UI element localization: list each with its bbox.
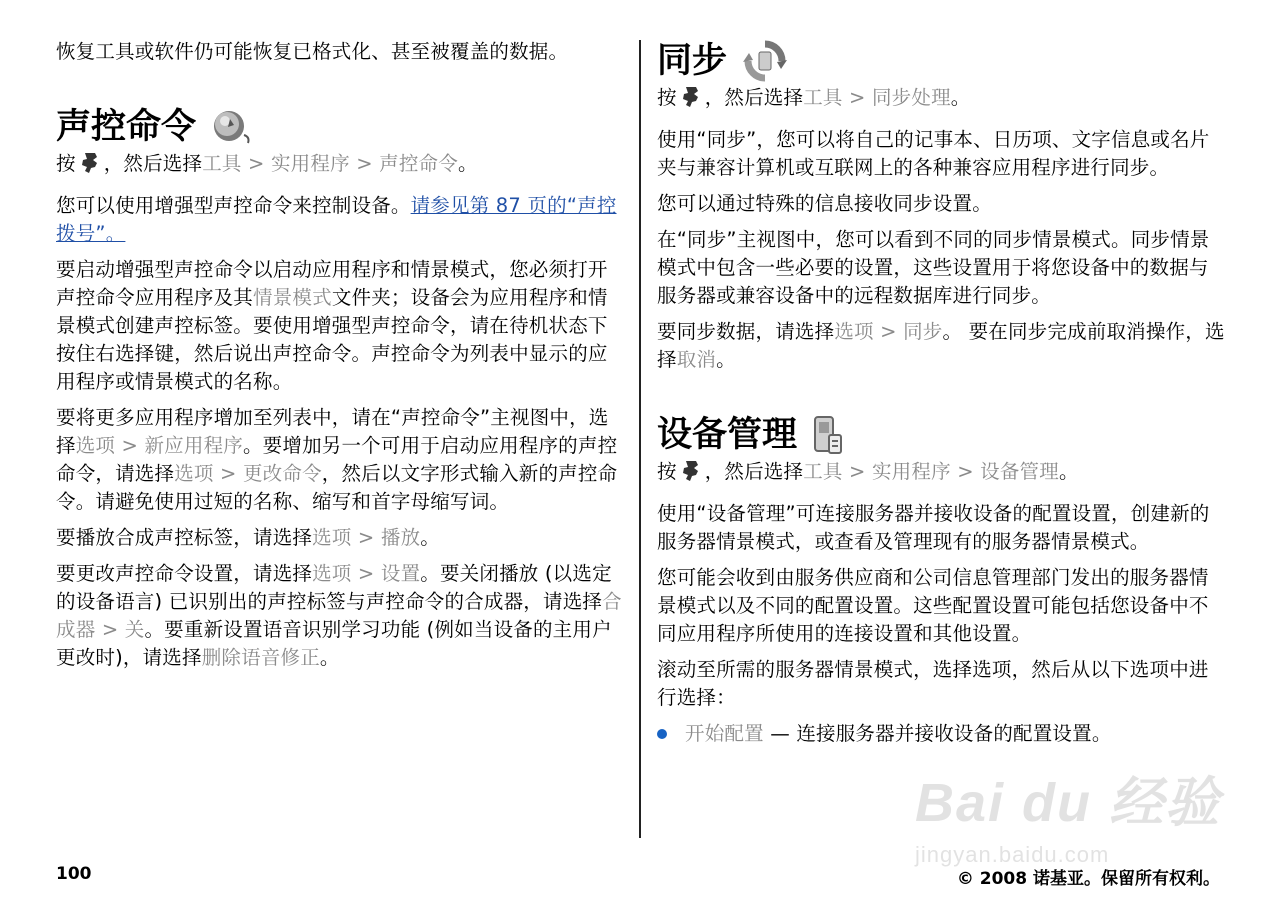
column-divider xyxy=(639,40,641,838)
menu-options: 选项 xyxy=(834,320,874,343)
voice-paragraph-4 xyxy=(56,524,626,552)
menu-remove-voice-adaptations: 删除语音修正 xyxy=(201,646,320,669)
menu-tools: 工具 xyxy=(202,152,242,175)
menu-separator: > xyxy=(357,562,375,585)
baidu-watermark xyxy=(905,760,1235,870)
bullet-start-configuration xyxy=(657,720,1227,748)
menu-separator: > xyxy=(248,152,265,175)
menu-change-command: 更改命令 xyxy=(242,462,322,485)
voice-p5-a: 要更改声控命令设置，请选择 xyxy=(56,562,313,585)
menu-synthesizer: 合成器 xyxy=(56,590,622,641)
voice-dial-link[interactable]: 请参见第 87 页的“声控拨号”。 xyxy=(56,194,617,245)
period: 。 xyxy=(1058,460,1079,483)
voice-command-icon xyxy=(210,107,254,147)
device-paragraph-2: 您可能会收到由服务供应商和公司信息管理部门发出的服务器情景模式以及不同的配置设置。这些配置设置可能包括您设备中不同应用程序所使用的连接设置和其他设置。 xyxy=(657,566,1209,645)
voice-paragraph-3 xyxy=(56,404,626,516)
menu-playback: 播放 xyxy=(380,526,421,549)
menu-separator: > xyxy=(849,86,866,109)
device-manager-title: 设备管理 xyxy=(657,415,798,455)
bullet-description: 连接服务器并接收设备的配置设置。 xyxy=(796,722,1112,745)
sync-paragraph-4 xyxy=(657,318,1227,374)
press-label: 按 xyxy=(657,460,677,483)
voice-commands-heading xyxy=(56,104,626,150)
menu-separator: > xyxy=(356,152,373,175)
menu-separator: > xyxy=(880,320,897,343)
sync-paragraph-3: 在“同步”主视图中，您可以看到不同的同步情景模式。同步情景模式中包含一些必要的设置，这些设置用于将您设备中的数据与服务器或兼容设备中的远程数据库进行同步。 xyxy=(657,228,1210,307)
menu-separator: > xyxy=(121,434,139,457)
bullet-text xyxy=(685,720,1112,748)
menu-new-application: 新应用程序 xyxy=(144,434,243,457)
period: 。 xyxy=(457,152,478,175)
menu-sync: 同步处理 xyxy=(871,86,951,109)
menu-key-icon xyxy=(80,150,100,184)
menu-cancel: 取消 xyxy=(676,348,717,371)
menu-separator: > xyxy=(957,460,974,483)
intro-paragraph: 恢复工具或软件仍可能恢复已格式化、甚至被覆盖的数据。 xyxy=(56,40,569,63)
then-select-label: ，然后选择 xyxy=(704,460,804,483)
voice-p1-text: 您可以使用增强型声控命令来控制设备。 xyxy=(56,194,411,217)
sync-title: 同步 xyxy=(657,41,728,81)
menu-profiles: 情景模式 xyxy=(253,286,332,309)
sync-paragraph-1: 使用“同步”，您可以将自己的记事本、日历项、文字信息或名片夹与兼容计算机或互联网上的各种兼容应用程序进行同步。 xyxy=(657,128,1210,179)
menu-utilities: 实用程序 xyxy=(871,460,951,483)
left-column xyxy=(56,38,626,680)
period: 。 xyxy=(420,526,440,549)
device-paragraph-1: 使用“设备管理”可连接服务器并接收设备的配置设置，创建新的服务器情景模式，或查看及管理现有的服务器情景模式。 xyxy=(657,502,1210,553)
sync-paragraph-2: 您可以通过特殊的信息接收同步设置。 xyxy=(657,192,992,215)
then-select-label: ，然后选择 xyxy=(704,86,804,109)
menu-device-manager: 设备管理 xyxy=(980,460,1059,483)
sync-p4-a: 要同步数据，请选择 xyxy=(657,320,835,343)
period: 。 xyxy=(319,646,340,669)
voice-path-line xyxy=(56,150,626,184)
menu-options: 选项 xyxy=(312,526,352,549)
device-path-line xyxy=(657,458,1227,492)
menu-separator: > xyxy=(849,460,866,483)
voice-p3-a: 要将更多应用程序增加至列表中，请在“声控命令”主视图中，选择 xyxy=(56,406,609,457)
copyright-notice: © 2008 诺基亚。保留所有权利。 xyxy=(956,869,1220,889)
voice-p2-b: 文件夹；设备会为应用程序和情景模式创建声控标签。要使用增强型声控命令，请在待机状态下按住右选择键，然后说出声控命令。声控命令为列表中显示的应用程序或情景模式的名称。 xyxy=(56,286,608,393)
dash: — xyxy=(770,722,790,745)
press-label: 按 xyxy=(56,152,76,175)
menu-options: 选项 xyxy=(312,562,352,585)
sync-icon xyxy=(741,40,789,82)
bullet-dot-icon xyxy=(657,729,667,739)
voice-commands-title: 声控命令 xyxy=(56,107,197,147)
sync-path-line xyxy=(657,84,1227,118)
press-label: 按 xyxy=(657,86,677,109)
device-manager-heading xyxy=(657,412,1227,458)
voice-p2-a: 要启动增强型声控命令以启动应用程序和情景模式，您必须打开声控命令应用程序及其 xyxy=(56,258,608,309)
watermark-url: jingyan.baidu.com xyxy=(915,842,1110,867)
period: 。 xyxy=(716,348,736,371)
menu-utilities: 实用程序 xyxy=(270,152,350,175)
menu-separator: > xyxy=(220,462,237,485)
menu-settings: 设置 xyxy=(380,562,421,585)
menu-start-configuration: 开始配置 xyxy=(685,722,764,745)
sync-p4-b: 。 要在同步完成前取消操作，选择 xyxy=(657,320,1225,371)
voice-paragraph-2 xyxy=(56,256,626,396)
menu-separator: > xyxy=(357,526,375,549)
menu-tools: 工具 xyxy=(803,460,843,483)
voice-p5-c: 。要重新设置语音识别学习功能 (例如当设备的主用户更改时)，请选择 xyxy=(56,618,612,669)
voice-paragraph-1 xyxy=(56,192,626,248)
device-manager-icon xyxy=(811,413,845,457)
page-number: 100 xyxy=(56,864,92,884)
menu-separator: > xyxy=(101,618,119,641)
voice-p4-a: 要播放合成声控标签，请选择 xyxy=(56,526,313,549)
right-column xyxy=(657,38,1227,748)
voice-paragraph-5 xyxy=(56,560,626,672)
menu-off: 关 xyxy=(124,618,145,641)
menu-options: 选项 xyxy=(75,434,116,457)
menu-voice-commands: 声控命令 xyxy=(379,152,458,175)
voice-p5-b: 。要关闭播放 (以选定的设备语言) 已识别出的声控标签与声控命令的合成器，请选择 xyxy=(56,562,612,613)
voice-p3-c: ，然后以文字形式输入新的声控命令。请避免使用过短的名称、缩写和首字母缩写词。 xyxy=(56,462,618,513)
menu-options: 选项 xyxy=(174,462,214,485)
watermark-brand: Bai du 经验 xyxy=(915,773,1222,833)
sync-heading xyxy=(657,38,1227,84)
menu-key-icon xyxy=(681,84,701,118)
menu-synchronise: 同步 xyxy=(903,320,943,343)
then-select-label: ，然后选择 xyxy=(103,152,203,175)
menu-tools: 工具 xyxy=(803,86,843,109)
period: 。 xyxy=(950,86,971,109)
device-paragraph-3: 滚动至所需的服务器情景模式，选择选项，然后从以下选项中进行选择： xyxy=(657,658,1209,709)
voice-p3-b: 。要增加另一个可用于启动应用程序的声控命令，请选择 xyxy=(56,434,618,485)
menu-key-icon xyxy=(681,458,701,492)
